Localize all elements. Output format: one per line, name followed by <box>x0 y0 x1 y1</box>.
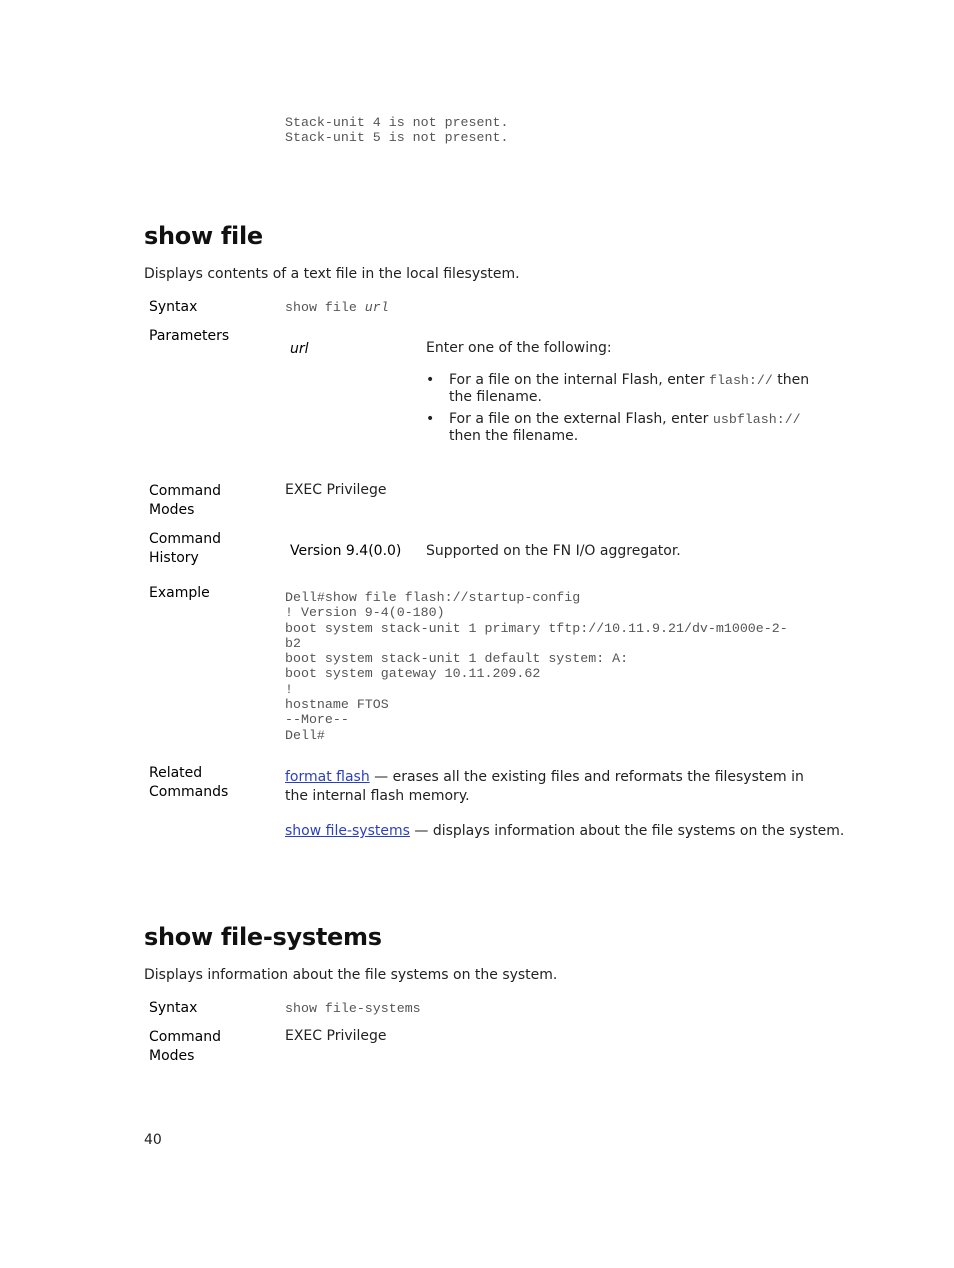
code-line: Stack-unit 5 is not present. <box>285 130 509 146</box>
top-code-block <box>285 115 508 146</box>
syntax-command: show file url <box>285 300 389 315</box>
format-flash-link[interactable]: format flash <box>285 769 370 785</box>
section-description: Displays information about the file systems on the system. <box>144 967 558 983</box>
section-title-show-file: show file <box>144 222 263 250</box>
code-line: boot system stack-unit 1 default system: A: <box>285 651 629 667</box>
code-line: ! <box>285 681 293 697</box>
code-line: boot system stack-unit 1 primary tftp://10.11.9.21/dv-m1000e-2- <box>285 620 788 636</box>
history-description: Supported on the FN I/O aggregator. <box>426 543 681 559</box>
code-line: b2 <box>285 635 301 651</box>
syntax-label: Syntax <box>149 1000 198 1016</box>
command-modes-value: EXEC Privilege <box>285 482 387 498</box>
code-line: Dell# <box>285 727 325 743</box>
code-line: ! Version 9-4(0-180) <box>285 605 445 621</box>
syntax-command: show file-systems <box>285 1001 421 1016</box>
page-number: 40 <box>144 1132 162 1148</box>
code-line: Dell#show file flash://startup-config <box>285 590 581 605</box>
command-history-label: Command History <box>149 531 221 566</box>
list-item: • For a file on the external Flash, enter usbflash:// then the filename. <box>426 411 826 445</box>
list-item: • For a file on the internal Flash, enter flash:// then the filename. <box>426 372 826 406</box>
parameters-label: Parameters <box>149 328 230 344</box>
command-modes-label: Command Modes <box>149 483 221 518</box>
syntax-label: Syntax <box>149 299 198 315</box>
related-item: format flash — erases all the existing files and reformats the filesystem in the internal flash memory. <box>285 769 804 804</box>
code-line: boot system gateway 10.11.209.62 <box>285 666 541 682</box>
related-commands-label: Related Commands <box>149 765 229 800</box>
code-line: hostname FTOS <box>285 697 389 713</box>
related-item: show file-systems — displays information about the file systems on the system. <box>285 823 845 839</box>
command-modes-label: Command Modes <box>149 1029 221 1064</box>
example-code-block <box>285 590 788 743</box>
section-title-show-file-systems: show file-systems <box>144 923 382 951</box>
history-version: Version 9.4(0.0) <box>290 543 402 559</box>
code-line: Stack-unit 4 is not present. <box>285 115 509 130</box>
command-modes-value: EXEC Privilege <box>285 1028 387 1044</box>
section-description: Displays contents of a text file in the local filesystem. <box>144 266 520 282</box>
param-description: Enter one of the following: <box>426 340 612 356</box>
example-label: Example <box>149 585 210 601</box>
param-name: url <box>290 341 309 357</box>
show-file-systems-link[interactable]: show file-systems <box>285 823 410 839</box>
param-options <box>426 372 826 450</box>
code-line: --More-- <box>285 712 349 728</box>
